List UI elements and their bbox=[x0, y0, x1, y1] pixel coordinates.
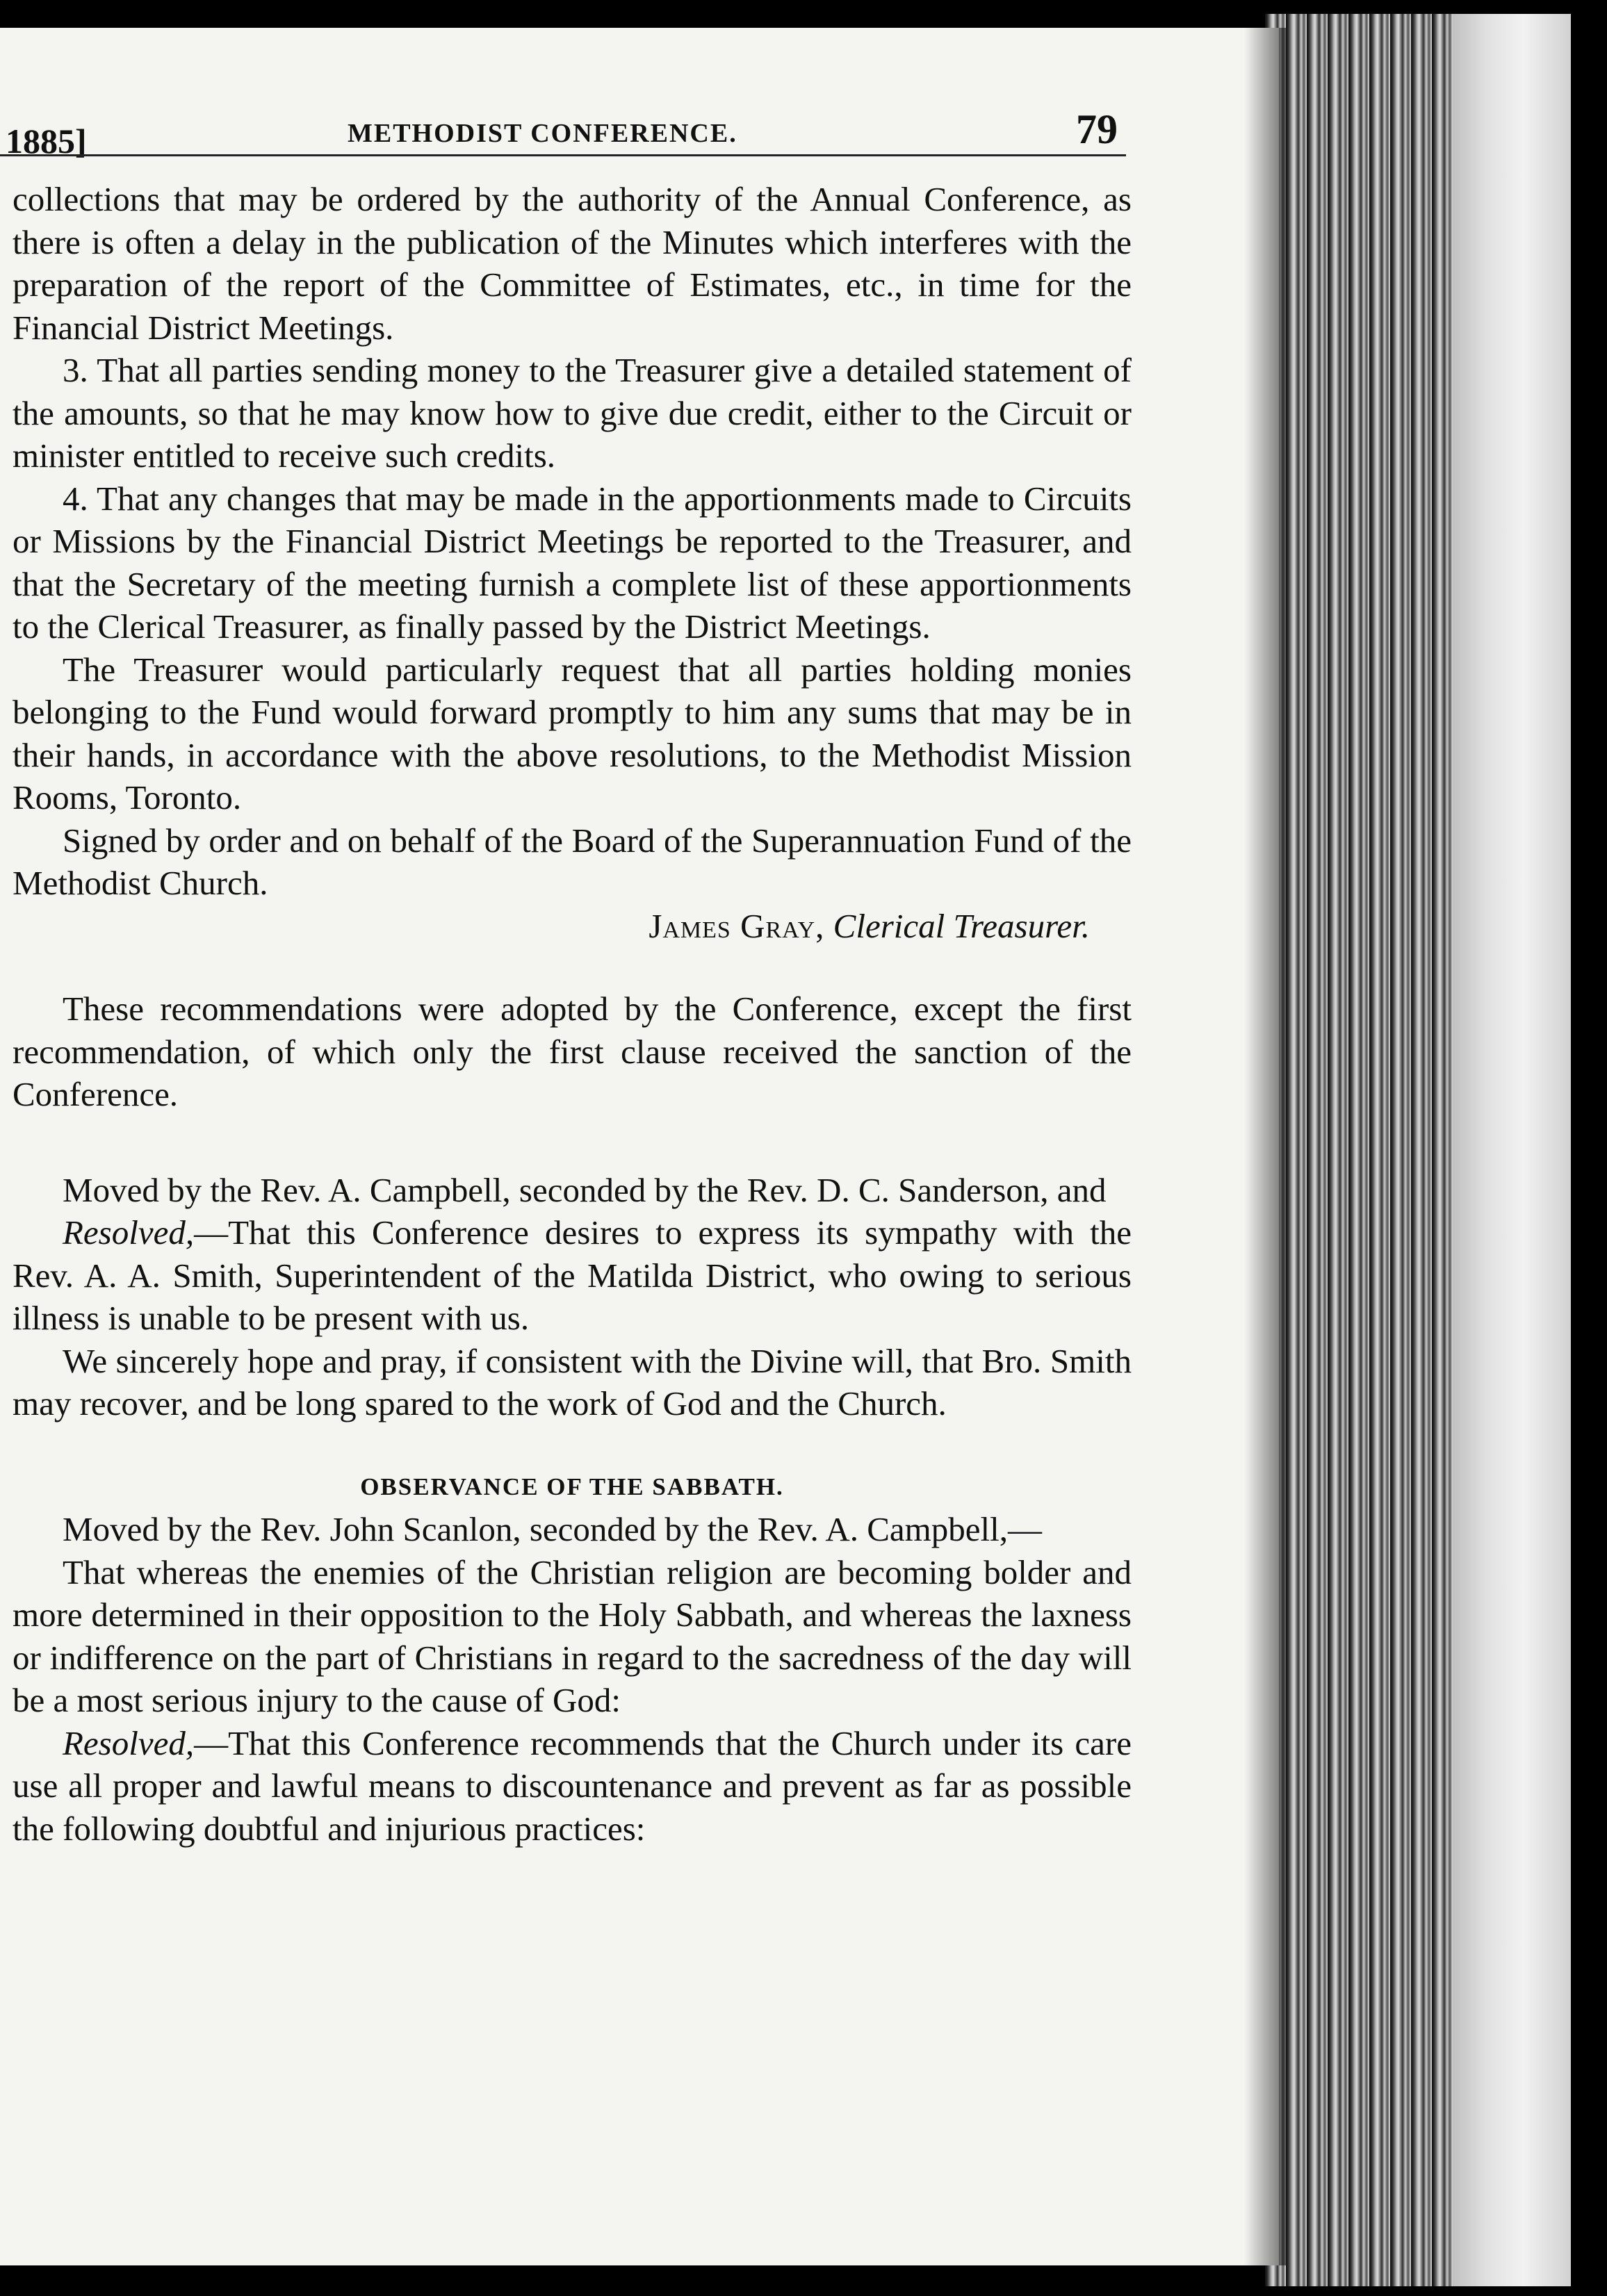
resolved-text: —That this Conference recommends that the Church under its care use all proper and lawful means to discountenance and prevent as far as possible the following doubtful and injurious practices: bbox=[13, 1723, 1132, 1848]
sabbath-resolution bbox=[13, 1722, 1132, 1851]
signature-title: Clerical Treasurer. bbox=[833, 906, 1090, 945]
header-rule bbox=[0, 154, 1126, 156]
resolved-text: —That this Conference desires to express its sympathy with the Rev. A. A. Smith, Superintendent of the Matilda District, who owing to serious illness is unable to be present with us. bbox=[13, 1213, 1132, 1337]
paragraph-continuation: collections that may be ordered by the authority of the Annual Conference, as there is often a delay in the publication of the Minutes which interferes with the preparation of the report of the Committee of Estimates, etc., in time for the Financial District Meetings. bbox=[13, 180, 1132, 347]
running-title: METHODIST CONFERENCE. bbox=[348, 119, 737, 148]
campbell-motion: Moved by the Rev. A. Campbell, seconded by the Rev. D. C. Sanderson, and bbox=[63, 1170, 1107, 1209]
resolved-label: Resolved, bbox=[63, 1723, 195, 1762]
signature-name: James Gray, bbox=[648, 906, 825, 945]
running-year: 1885] bbox=[6, 122, 87, 161]
hope-paragraph: We sincerely hope and pray, if consistent with the Divine will, that Bro. Smith may recover, and be long spared to the work of God and the Church. bbox=[13, 1341, 1132, 1422]
campbell-resolution bbox=[13, 1211, 1132, 1340]
section-heading: OBSERVANCE OF THE SABBATH. bbox=[360, 1473, 784, 1500]
treasurer-request: The Treasurer would particularly request that all parties holding monies belonging to the Fund would forward promptly to him any sums that may be in their hands, in accordance with the above resolutions, to the Methodist Mission Rooms, Toronto. bbox=[13, 650, 1132, 817]
scanlon-motion: Moved by the Rev. John Scanlon, seconded by the Rev. A. Campbell,— bbox=[63, 1510, 1042, 1548]
page-number: 79 bbox=[1076, 106, 1118, 152]
adoption-note: These recommendations were adopted by the Conference, except the first recommendation, of which only the first clause received the sanction of the Conference. bbox=[13, 990, 1132, 1113]
running-header bbox=[0, 104, 1126, 160]
body-text bbox=[13, 178, 1132, 1850]
book-page-edges bbox=[1265, 14, 1571, 2286]
signed-statement: Signed by order and on behalf of the Board of the Superannuation Fund of the Methodist Church. bbox=[13, 821, 1132, 902]
recommendation-3: 3. That all parties sending money to the Treasurer give a detailed statement of the amounts, so that he may know how to give due credit, either to the Circuit or minister entitled to receive such credits. bbox=[13, 351, 1132, 475]
recommendation-4: 4. That any changes that may be made in the apportionments made to Circuits or Missions by the Financial District Meetings be reported to the Treasurer, and that the Secretary of the meeting furnish a complete list of these apportionments to the Clerical Treasurer, as finally passed by the District Meetings. bbox=[13, 479, 1132, 646]
page-shadow bbox=[1244, 28, 1286, 2265]
resolved-label: Resolved, bbox=[63, 1213, 195, 1252]
signature bbox=[13, 905, 1132, 948]
whereas-paragraph: That whereas the enemies of the Christian religion are becoming bolder and more determined in their opposition to the Holy Sabbath, and whereas the laxness or indifference on the part of Christians in regard to the sacredness of the day will be a most serious injury to the cause of God: bbox=[13, 1552, 1132, 1719]
